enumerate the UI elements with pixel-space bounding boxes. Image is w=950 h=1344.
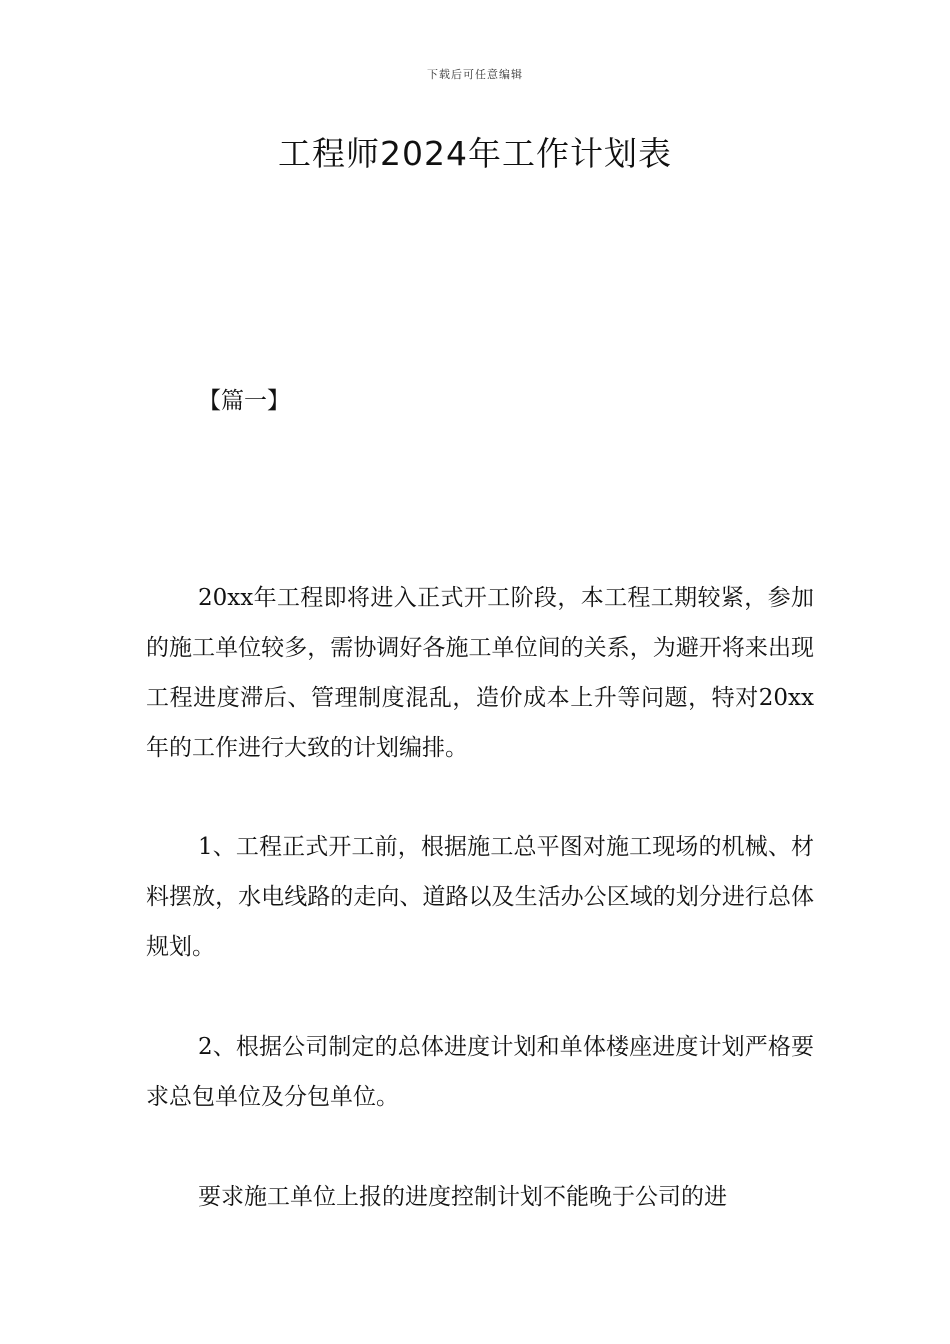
paragraph-continuation: 要求施工单位上报的进度控制计划不能晚于公司的进	[198, 1184, 727, 1210]
paragraph-item-2: 2、根据公司制定的总体进度计划和单体楼座进度计划严格要求总包单位及分包单位。	[146, 1034, 814, 1110]
header-note: 下载后可任意编辑	[427, 68, 523, 81]
section-label: 【篇一】	[198, 388, 290, 414]
paragraph-item-1: 1、工程正式开工前，根据施工总平图对施工现场的机械、材料摆放，水电线路的走向、道路以及生活办公区域的划分进行总体规划。	[146, 834, 814, 960]
paragraph-intro: 20xx年工程即将进入正式开工阶段，本工程工期较紧，参加的施工单位较多，需协调好各施工单位间的关系，为避开将来出现工程进度滞后、管理制度混乱，造价成本上升等问题，特对20xx年的工作进行大致的计划编排。	[146, 585, 814, 761]
document-title: 工程师2024年工作计划表	[278, 134, 672, 173]
